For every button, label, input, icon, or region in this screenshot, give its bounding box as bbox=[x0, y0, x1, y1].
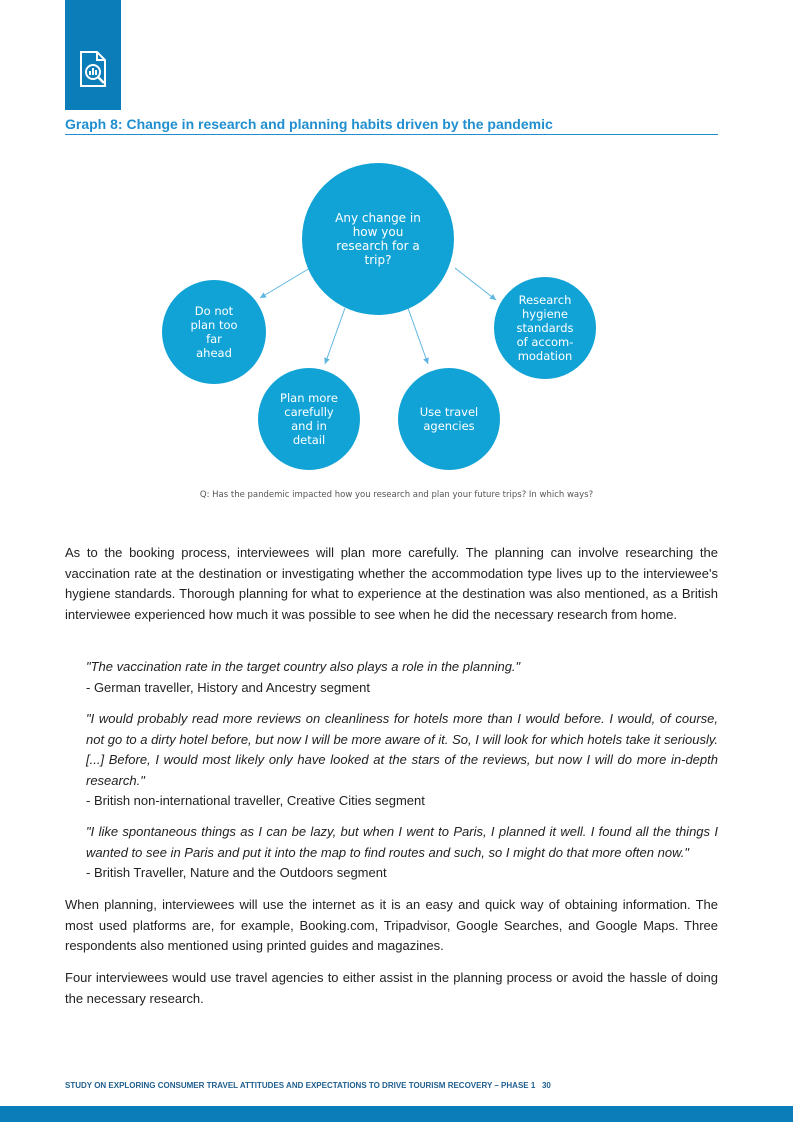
quote-1-text: "The vaccination rate in the target country also plays a role in the planning." bbox=[86, 659, 521, 674]
center-node-label: Any change in how you research for a trip? bbox=[335, 211, 421, 267]
node-hygiene bbox=[494, 277, 596, 379]
quote-3 bbox=[86, 822, 718, 884]
bottom-bar bbox=[0, 1106, 793, 1122]
node-plan-carefully bbox=[258, 368, 360, 470]
center-node bbox=[302, 163, 454, 315]
node-travel-agencies bbox=[398, 368, 500, 470]
node-plan-carefully-label: Plan more carefully and in detail bbox=[280, 391, 338, 447]
quote-3-text: "I like spontaneous things as I can be lazy, but when I went to Paris, I planned it well. I found all the things I wanted to see in Paris and put it into the map to find routes and such, so I might do that more often now." bbox=[86, 824, 718, 860]
footer bbox=[65, 1081, 551, 1090]
paragraph-planning: When planning, interviewees will use the internet as it is an easy and quick way of obtaining information. The most used platforms are, for example, Booking.com, Tripadvisor, Google Searches, and Google Maps. Three respondents also mentioned using printed guides and magazines. bbox=[65, 897, 718, 953]
header-tab bbox=[65, 0, 121, 110]
arrow-bottom-left bbox=[325, 308, 345, 364]
paragraph-agencies: Four interviewees would use travel agencies to either assist in the planning process or avoid the hassle of doing the necessary research. bbox=[65, 970, 718, 1006]
arrow-right bbox=[455, 268, 496, 300]
node-plan-ahead bbox=[162, 280, 266, 384]
node-travel-agencies-label: Use travel agencies bbox=[419, 405, 479, 433]
node-hygiene-label: Research hygiene standards of accom-modation bbox=[516, 293, 574, 363]
diagram-caption: Q: Has the pandemic impacted how you research and plan your future trips? In which ways? bbox=[199, 490, 594, 500]
node-plan-ahead-label: Do not plan too far ahead bbox=[190, 304, 238, 360]
arrow-left bbox=[260, 268, 310, 298]
paragraph-booking: As to the booking process, interviewees will plan more carefully. The planning can involve researching the vaccination rate at the destination or investigating whether the accommodation type lives up to the interviewee's hygiene standards. Thorough planning for what to experience at the destination was also mentioned, as a British interviewee experienced how much it was possible to see when he did the necessary research from home. bbox=[65, 545, 718, 622]
page-number: 30 bbox=[541, 1081, 551, 1090]
graph-title: Graph 8: Change in research and planning habits driven by the pandemic bbox=[65, 116, 718, 135]
arrow-bottom-right bbox=[408, 308, 428, 364]
quote-2 bbox=[86, 709, 718, 812]
report-search-icon bbox=[77, 50, 109, 90]
quote-2-text: "I would probably read more reviews on cleanliness for hotels more than I would before. I would, of course, not go to a dirty hotel before, but now I will be more aware of it. So, I will look for which hotels take it seriously. [...] Before, I would most likely only have looked at the stars of the reviews, but now I will do more in-depth research." bbox=[86, 711, 718, 788]
quote-2-author: - British non-international traveller, Creative Cities segment bbox=[86, 793, 425, 808]
footer-text: STUDY ON EXPLORING CONSUMER TRAVEL ATTITUDES AND EXPECTATIONS TO DRIVE TOURISM RECOVERY – PHASE 1 bbox=[65, 1081, 536, 1090]
quote-1-author: - German traveller, History and Ancestry segment bbox=[86, 679, 370, 695]
research-diagram bbox=[0, 150, 793, 480]
quote-1 bbox=[86, 657, 718, 698]
quote-3-author: - British Traveller, Nature and the Outdoors segment bbox=[86, 865, 387, 880]
